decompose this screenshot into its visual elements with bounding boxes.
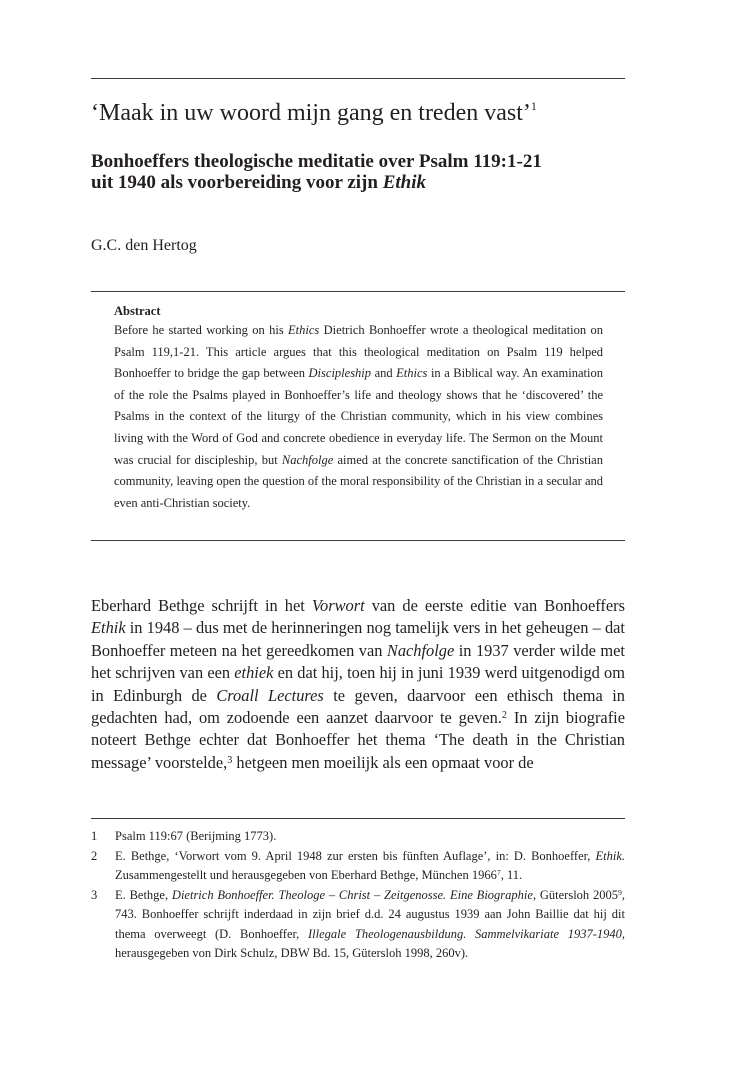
abstract-block (114, 302, 603, 514)
text-run: in 1937 verder wilde met het schrijven van een (91, 640, 625, 683)
italic-text: Vorwort (311, 596, 365, 615)
subtitle-line-1: Bonhoeffers theologische meditatie over Psalm 119:1-21 (91, 151, 542, 172)
text-run: In zijn biografie noteert Bethge echter dat Bonhoeffer het thema ‘The death in the Christian message’ voorstelde, (91, 708, 625, 772)
text-run: Dietrich Bonhoeffer wrote a theological meditation on Psalm 119,1-21. This article argues that this theological meditation on Psalm 119 helped Bonhoeffer to bridge the gap between (114, 323, 603, 381)
body-paragraph (91, 595, 625, 774)
title-footnote-ref[interactable]: 1 (530, 99, 537, 113)
footnote-number: 2 (91, 848, 98, 863)
abstract-heading: Abstract (114, 304, 161, 318)
text-run: and (371, 366, 397, 381)
text-run: in 1948 – dus met de herinneringen nog tamelijk vers in het geheugen – dat Bonhoeffer meteen na het gereedkomen van (91, 618, 625, 660)
italic-text: Croall Lectures (216, 685, 324, 705)
italic-text: Discipleship (308, 366, 372, 381)
article-subtitle (91, 151, 631, 193)
footnote-number: 3 (91, 887, 98, 902)
footnote-3 (91, 886, 625, 964)
text-run: Before he started working on his (114, 323, 289, 337)
article-title (91, 98, 651, 128)
footnote-rule (91, 818, 625, 819)
footnote-2 (91, 847, 625, 886)
italic-text: Illegale Theologenausbildung. Sammelvikariate 1937-1940 (308, 926, 622, 941)
text-run: aimed at the concrete sanctification of the Christian community, leaving open the question of the moral responsibility of the Christian in a secular and even anti-Christian society. (114, 452, 603, 510)
subtitle-italic-ethik: Ethik (382, 172, 427, 193)
italic-text: Nachfolge (386, 640, 455, 660)
italic-text: Ethik (91, 618, 126, 638)
text-run: Psalm 119:67 (Berijming 1773). (115, 829, 277, 843)
abstract-bottom-rule (91, 540, 625, 541)
article-title-text: ‘Maak in uw woord mijn gang en treden vast’ (91, 100, 531, 126)
footnotes (91, 827, 625, 964)
italic-text: Ethics (288, 323, 320, 337)
text-run: in a Biblical way. An examination of the role the Psalms played in Bonhoeffer’s life and theology shows that he ‘discovered’ the Psalms in the context of the liturgy of the Christian community, which in his view combines living with the Word of God and concrete obedience in everyday life. The Sermon on the Mount was crucial for discipleship, but (114, 366, 603, 467)
text-run: E. Bethge, (115, 887, 172, 902)
text-run: E. Bethge, ‘Vorwort vom 9. April 1948 zur ersten bis fünften Auflage’, in: D. Bonhoeffer, (115, 848, 596, 863)
text-run: Eberhard Bethge schrijft in het (91, 596, 312, 615)
italic-text: ethiek (234, 663, 274, 683)
footnote-text (115, 827, 625, 847)
abstract-top-rule (91, 291, 625, 292)
top-rule (91, 78, 625, 79)
text-run: van de eerste editie van Bonhoeffers (364, 596, 625, 615)
text-run: hetgeen men moeilijk als een opmaat voor de (232, 752, 534, 772)
footnote-ref[interactable]: 3 (227, 754, 233, 766)
footnote-text (115, 847, 625, 886)
italic-text: Ethik. (595, 848, 625, 863)
footnote-number: 1 (91, 829, 98, 843)
text-run: te geven, daarvoor een ethisch thema in gedachten had, om zodoende een aanzet daarvoor te geven. (91, 685, 625, 728)
italic-text: Nachfolge (281, 452, 334, 467)
text-run: , 11. (500, 868, 523, 882)
text-run: , 743. Bonhoeffer schrijft inderdaad in zijn brief d.d. 24 augustus 1939 aan John Baillie dat hij dit thema overweegt (D. Bonhoeffer, (115, 887, 625, 941)
author-name: G.C. den Hertog (91, 237, 197, 254)
footnote-text (115, 886, 625, 964)
italic-text: Ethics (396, 366, 428, 381)
subtitle-line-2: uit 1940 als voorbereiding voor zijn (91, 172, 383, 193)
text-run: , Gütersloh 2005 (532, 887, 618, 902)
text-run: Zusammengestellt und herausgegeben von Eberhard Bethge, München 1966 (115, 868, 497, 882)
footnote-ref[interactable]: 9 (617, 887, 622, 897)
abstract-body (114, 320, 603, 514)
footnote-ref[interactable]: 7 (496, 868, 501, 878)
text-run: en dat hij, toen hij in juni 1939 werd uitgenodigd om in Edinburgh de (91, 663, 625, 705)
text-run: , herausgegeben von Dirk Schulz, DBW Bd. 15, Gütersloh 1998, 260v). (115, 926, 625, 960)
footnote-ref[interactable]: 2 (501, 709, 507, 721)
italic-text: Dietrich Bonhoeffer. Theologe – Christ – Zeitgenosse. Eine Biographie (171, 887, 533, 902)
footnote-1 (91, 827, 625, 847)
